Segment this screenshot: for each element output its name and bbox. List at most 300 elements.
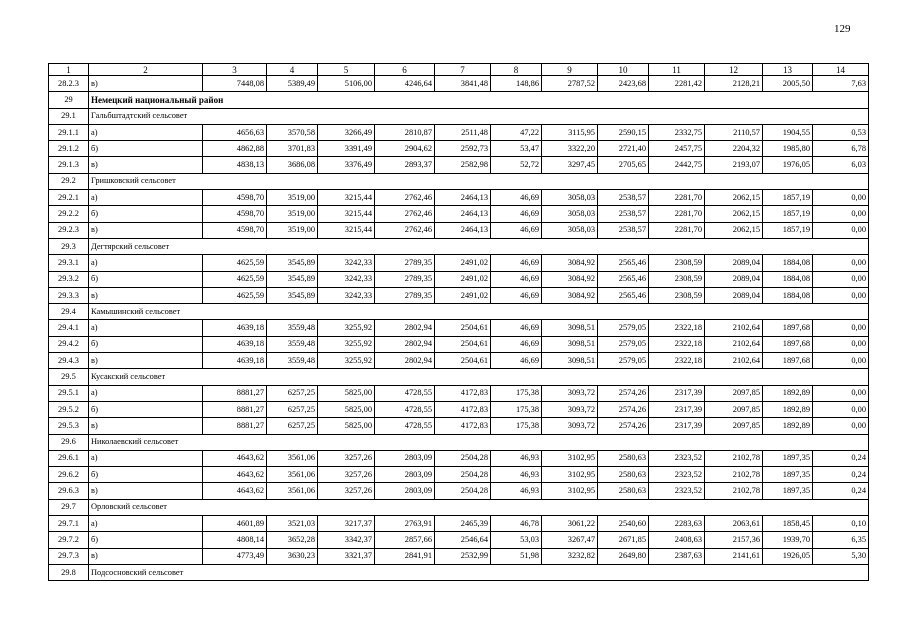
value-cell: 2762,46 <box>375 190 435 206</box>
column-header: 14 <box>813 64 869 76</box>
row-code: 29.7.2 <box>49 532 89 548</box>
value-cell: 2538,57 <box>598 206 649 222</box>
value-cell: 4172,83 <box>435 401 491 417</box>
value-cell: 2102,64 <box>705 336 763 352</box>
value-cell: 4625,59 <box>203 287 267 303</box>
value-cell: 2803,09 <box>375 467 435 483</box>
row-code: 29.6.1 <box>49 450 89 466</box>
value-cell: 2062,15 <box>705 222 763 238</box>
value-cell: 3098,51 <box>542 353 598 369</box>
value-cell: 4598,70 <box>203 206 267 222</box>
value-cell: 1897,35 <box>763 450 813 466</box>
value-cell: 53,03 <box>491 532 542 548</box>
value-cell: 2579,05 <box>598 336 649 352</box>
value-cell: 2504,61 <box>435 320 491 336</box>
council-row <box>49 238 869 254</box>
value-cell: 2540,60 <box>598 516 649 532</box>
table-row <box>49 141 869 157</box>
value-cell: 1904,55 <box>763 124 813 140</box>
value-cell: 2063,61 <box>705 516 763 532</box>
row-label: в) <box>89 483 203 499</box>
value-cell: 3242,33 <box>318 271 375 287</box>
table-row <box>49 353 869 369</box>
value-cell: 2204,32 <box>705 141 763 157</box>
value-cell: 2317,39 <box>649 401 705 417</box>
row-label: в) <box>89 222 203 238</box>
value-cell: 3686,08 <box>267 157 318 173</box>
row-label: в) <box>89 418 203 434</box>
value-cell: 3093,72 <box>542 401 598 417</box>
table-row <box>49 255 869 271</box>
value-cell: 2532,99 <box>435 548 491 564</box>
value-cell: 4639,18 <box>203 320 267 336</box>
council-title: Гальбштадтский сельсовет <box>89 108 869 124</box>
council-row <box>49 108 869 124</box>
value-cell: 2574,26 <box>598 385 649 401</box>
value-cell: 0,00 <box>813 385 869 401</box>
value-cell: 0,00 <box>813 353 869 369</box>
value-cell: 3342,37 <box>318 532 375 548</box>
value-cell: 2491,02 <box>435 271 491 287</box>
value-cell: 3257,26 <box>318 450 375 466</box>
table-row <box>49 548 869 564</box>
value-cell: 1892,89 <box>763 385 813 401</box>
row-label: б) <box>89 336 203 352</box>
value-cell: 46,69 <box>491 271 542 287</box>
row-code: 29.5.2 <box>49 401 89 417</box>
value-cell: 0,24 <box>813 467 869 483</box>
value-cell: 3215,44 <box>318 222 375 238</box>
table-row <box>49 532 869 548</box>
value-cell: 8881,27 <box>203 385 267 401</box>
value-cell: 2810,87 <box>375 124 435 140</box>
value-cell: 1884,08 <box>763 287 813 303</box>
value-cell: 4172,83 <box>435 418 491 434</box>
value-cell: 2802,94 <box>375 353 435 369</box>
row-label: а) <box>89 255 203 271</box>
row-code: 29.2.2 <box>49 206 89 222</box>
value-cell: 8881,27 <box>203 401 267 417</box>
value-cell: 6257,25 <box>267 418 318 434</box>
value-cell: 3257,26 <box>318 467 375 483</box>
value-cell: 6,78 <box>813 141 869 157</box>
value-cell: 3242,33 <box>318 255 375 271</box>
value-cell: 2491,02 <box>435 255 491 271</box>
row-label: а) <box>89 190 203 206</box>
value-cell: 2322,18 <box>649 336 705 352</box>
row-code: 29.1.3 <box>49 157 89 173</box>
value-cell: 0,00 <box>813 401 869 417</box>
value-cell: 4246,64 <box>375 76 435 92</box>
value-cell: 2281,42 <box>649 76 705 92</box>
value-cell: 2281,70 <box>649 222 705 238</box>
value-cell: 0,00 <box>813 336 869 352</box>
council-title: Орловский сельсовет <box>89 499 869 515</box>
value-cell: 1897,68 <box>763 320 813 336</box>
value-cell: 46,69 <box>491 206 542 222</box>
value-cell: 1857,19 <box>763 190 813 206</box>
value-cell: 2565,46 <box>598 255 649 271</box>
value-cell: 3102,95 <box>542 450 598 466</box>
value-cell: 175,38 <box>491 385 542 401</box>
value-cell: 3391,49 <box>318 141 375 157</box>
council-title: Кусакский сельсовет <box>89 369 869 385</box>
value-cell: 6,35 <box>813 532 869 548</box>
value-cell: 2504,61 <box>435 336 491 352</box>
value-cell: 2308,59 <box>649 255 705 271</box>
row-label: б) <box>89 467 203 483</box>
value-cell: 3115,95 <box>542 124 598 140</box>
row-code: 29.6 <box>49 434 89 450</box>
value-cell: 2590,15 <box>598 124 649 140</box>
row-label: а) <box>89 124 203 140</box>
value-cell: 0,10 <box>813 516 869 532</box>
row-code: 29.3 <box>49 238 89 254</box>
value-cell: 2283,63 <box>649 516 705 532</box>
value-cell: 4625,59 <box>203 255 267 271</box>
value-cell: 2323,52 <box>649 483 705 499</box>
table-row <box>49 287 869 303</box>
value-cell: 0,00 <box>813 287 869 303</box>
value-cell: 2089,04 <box>705 287 763 303</box>
table-row <box>49 336 869 352</box>
value-cell: 1926,05 <box>763 548 813 564</box>
column-header: 13 <box>763 64 813 76</box>
value-cell: 46,69 <box>491 287 542 303</box>
table-row <box>49 483 869 499</box>
council-row <box>49 304 869 320</box>
value-cell: 46,69 <box>491 222 542 238</box>
value-cell: 0,00 <box>813 206 869 222</box>
value-cell: 2763,91 <box>375 516 435 532</box>
value-cell: 2574,26 <box>598 401 649 417</box>
value-cell: 4862,88 <box>203 141 267 157</box>
column-header: 6 <box>375 64 435 76</box>
row-code: 29.3.2 <box>49 271 89 287</box>
value-cell: 2193,07 <box>705 157 763 173</box>
row-code: 29.7 <box>49 499 89 515</box>
value-cell: 4728,55 <box>375 418 435 434</box>
row-label: б) <box>89 401 203 417</box>
row-code: 29.2.3 <box>49 222 89 238</box>
value-cell: 2423,68 <box>598 76 649 92</box>
value-cell: 2574,26 <box>598 418 649 434</box>
value-cell: 46,69 <box>491 255 542 271</box>
value-cell: 0,00 <box>813 320 869 336</box>
value-cell: 2128,21 <box>705 76 763 92</box>
value-cell: 3376,49 <box>318 157 375 173</box>
row-label: а) <box>89 516 203 532</box>
value-cell: 2582,98 <box>435 157 491 173</box>
value-cell: 5,30 <box>813 548 869 564</box>
value-cell: 4643,62 <box>203 450 267 466</box>
value-cell: 2317,39 <box>649 385 705 401</box>
table-row <box>49 206 869 222</box>
value-cell: 3102,95 <box>542 483 598 499</box>
row-code: 29.6.2 <box>49 467 89 483</box>
value-cell: 3058,03 <box>542 190 598 206</box>
value-cell: 2323,52 <box>649 467 705 483</box>
value-cell: 2457,75 <box>649 141 705 157</box>
value-cell: 3215,44 <box>318 190 375 206</box>
value-cell: 46,69 <box>491 336 542 352</box>
value-cell: 3561,06 <box>267 467 318 483</box>
value-cell: 3521,03 <box>267 516 318 532</box>
value-cell: 3519,00 <box>267 206 318 222</box>
value-cell: 4656,63 <box>203 124 267 140</box>
row-label: в) <box>89 157 203 173</box>
value-cell: 52,72 <box>491 157 542 173</box>
value-cell: 1857,19 <box>763 222 813 238</box>
value-cell: 3255,92 <box>318 353 375 369</box>
value-cell: 3255,92 <box>318 320 375 336</box>
value-cell: 3297,45 <box>542 157 598 173</box>
value-cell: 6,03 <box>813 157 869 173</box>
value-cell: 2102,78 <box>705 450 763 466</box>
value-cell: 0,24 <box>813 483 869 499</box>
council-title: Гришковский сельсовет <box>89 173 869 189</box>
value-cell: 2102,78 <box>705 483 763 499</box>
value-cell: 2565,46 <box>598 287 649 303</box>
value-cell: 2504,61 <box>435 353 491 369</box>
value-cell: 3561,06 <box>267 483 318 499</box>
value-cell: 2592,73 <box>435 141 491 157</box>
value-cell: 2841,91 <box>375 548 435 564</box>
column-header: 12 <box>705 64 763 76</box>
row-label: б) <box>89 271 203 287</box>
value-cell: 1858,45 <box>763 516 813 532</box>
column-header: 11 <box>649 64 705 76</box>
value-cell: 3652,28 <box>267 532 318 548</box>
column-header: 2 <box>89 64 203 76</box>
value-cell: 0,53 <box>813 124 869 140</box>
value-cell: 2157,36 <box>705 532 763 548</box>
value-cell: 3630,23 <box>267 548 318 564</box>
value-cell: 2308,59 <box>649 271 705 287</box>
value-cell: 46,93 <box>491 450 542 466</box>
value-cell: 3519,00 <box>267 190 318 206</box>
value-cell: 46,69 <box>491 353 542 369</box>
row-code: 29.3.3 <box>49 287 89 303</box>
row-code: 29.2.1 <box>49 190 89 206</box>
value-cell: 2511,48 <box>435 124 491 140</box>
value-cell: 2580,63 <box>598 483 649 499</box>
value-cell: 1892,89 <box>763 418 813 434</box>
column-header: 8 <box>491 64 542 76</box>
value-cell: 46,78 <box>491 516 542 532</box>
value-cell: 46,69 <box>491 190 542 206</box>
value-cell: 3322,20 <box>542 141 598 157</box>
value-cell: 2762,46 <box>375 222 435 238</box>
value-cell: 3841,48 <box>435 76 491 92</box>
district-title: Немецкий национальный район <box>89 92 869 108</box>
value-cell: 2281,70 <box>649 206 705 222</box>
value-cell: 2789,35 <box>375 287 435 303</box>
value-cell: 175,38 <box>491 401 542 417</box>
value-cell: 1897,35 <box>763 483 813 499</box>
value-cell: 2504,28 <box>435 450 491 466</box>
table-row <box>49 320 869 336</box>
value-cell: 1939,70 <box>763 532 813 548</box>
value-cell: 3242,33 <box>318 287 375 303</box>
value-cell: 2789,35 <box>375 271 435 287</box>
table-row <box>49 467 869 483</box>
column-header: 5 <box>318 64 375 76</box>
value-cell: 3545,89 <box>267 271 318 287</box>
value-cell: 2089,04 <box>705 271 763 287</box>
table-row <box>49 401 869 417</box>
table-row <box>49 516 869 532</box>
value-cell: 2904,62 <box>375 141 435 157</box>
value-cell: 2893,37 <box>375 157 435 173</box>
value-cell: 4838,13 <box>203 157 267 173</box>
value-cell: 2464,13 <box>435 206 491 222</box>
value-cell: 4643,62 <box>203 467 267 483</box>
table-row <box>49 418 869 434</box>
tariff-table <box>48 63 869 581</box>
council-title: Камышинский сельсовет <box>89 304 869 320</box>
value-cell: 4728,55 <box>375 385 435 401</box>
value-cell: 2504,28 <box>435 467 491 483</box>
value-cell: 2803,09 <box>375 483 435 499</box>
value-cell: 2538,57 <box>598 190 649 206</box>
value-cell: 8881,27 <box>203 418 267 434</box>
row-label: в) <box>89 548 203 564</box>
value-cell: 2579,05 <box>598 320 649 336</box>
value-cell: 2332,75 <box>649 124 705 140</box>
value-cell: 3257,26 <box>318 483 375 499</box>
column-header: 7 <box>435 64 491 76</box>
value-cell: 3545,89 <box>267 287 318 303</box>
council-row <box>49 369 869 385</box>
row-code: 29.4.1 <box>49 320 89 336</box>
value-cell: 47,22 <box>491 124 542 140</box>
value-cell: 2102,64 <box>705 353 763 369</box>
value-cell: 2323,52 <box>649 450 705 466</box>
value-cell: 1897,35 <box>763 467 813 483</box>
value-cell: 4728,55 <box>375 401 435 417</box>
row-code: 29.4 <box>49 304 89 320</box>
row-label: б) <box>89 206 203 222</box>
row-code: 29.1.1 <box>49 124 89 140</box>
row-code: 29.3.1 <box>49 255 89 271</box>
column-header: 10 <box>598 64 649 76</box>
value-cell: 2464,13 <box>435 222 491 238</box>
value-cell: 4625,59 <box>203 271 267 287</box>
value-cell: 2579,05 <box>598 353 649 369</box>
value-cell: 7,63 <box>813 76 869 92</box>
value-cell: 1884,08 <box>763 255 813 271</box>
row-code: 29.8 <box>49 564 89 580</box>
value-cell: 2317,39 <box>649 418 705 434</box>
row-label: а) <box>89 320 203 336</box>
row-label: в) <box>89 76 203 92</box>
value-cell: 3266,49 <box>318 124 375 140</box>
row-code: 29.1.2 <box>49 141 89 157</box>
row-code: 29.5.1 <box>49 385 89 401</box>
value-cell: 2802,94 <box>375 320 435 336</box>
table-row <box>49 190 869 206</box>
value-cell: 3093,72 <box>542 385 598 401</box>
value-cell: 2721,40 <box>598 141 649 157</box>
value-cell: 2802,94 <box>375 336 435 352</box>
value-cell: 2705,65 <box>598 157 649 173</box>
value-cell: 2110,57 <box>705 124 763 140</box>
column-header: 9 <box>542 64 598 76</box>
value-cell: 2803,09 <box>375 450 435 466</box>
value-cell: 3559,48 <box>267 353 318 369</box>
value-cell: 6257,25 <box>267 401 318 417</box>
row-code: 29.1 <box>49 108 89 124</box>
value-cell: 3545,89 <box>267 255 318 271</box>
value-cell: 1892,89 <box>763 401 813 417</box>
value-cell: 3215,44 <box>318 206 375 222</box>
column-header: 1 <box>49 64 89 76</box>
value-cell: 2580,63 <box>598 467 649 483</box>
column-header-row <box>49 64 869 76</box>
table-row <box>49 385 869 401</box>
value-cell: 6257,25 <box>267 385 318 401</box>
district-row <box>49 92 869 108</box>
value-cell: 1897,68 <box>763 336 813 352</box>
table-row <box>49 157 869 173</box>
value-cell: 2102,78 <box>705 467 763 483</box>
row-label: а) <box>89 450 203 466</box>
value-cell: 4601,89 <box>203 516 267 532</box>
table-row <box>49 450 869 466</box>
page-number: 129 <box>834 23 851 35</box>
value-cell: 4172,83 <box>435 385 491 401</box>
value-cell: 5825,00 <box>318 418 375 434</box>
value-cell: 3098,51 <box>542 320 598 336</box>
row-label: б) <box>89 532 203 548</box>
value-cell: 3217,37 <box>318 516 375 532</box>
row-code: 29.7.1 <box>49 516 89 532</box>
row-code: 29.2 <box>49 173 89 189</box>
value-cell: 2062,15 <box>705 190 763 206</box>
value-cell: 2281,70 <box>649 190 705 206</box>
value-cell: 2089,04 <box>705 255 763 271</box>
value-cell: 2538,57 <box>598 222 649 238</box>
value-cell: 2005,50 <box>763 76 813 92</box>
value-cell: 3701,83 <box>267 141 318 157</box>
value-cell: 2649,80 <box>598 548 649 564</box>
value-cell: 2504,28 <box>435 483 491 499</box>
council-row <box>49 434 869 450</box>
value-cell: 2062,15 <box>705 206 763 222</box>
value-cell: 3519,00 <box>267 222 318 238</box>
value-cell: 2580,63 <box>598 450 649 466</box>
council-title: Подсосновский сельсовет <box>89 564 869 580</box>
value-cell: 3084,92 <box>542 271 598 287</box>
value-cell: 3061,22 <box>542 516 598 532</box>
value-cell: 3321,37 <box>318 548 375 564</box>
value-cell: 2141,61 <box>705 548 763 564</box>
value-cell: 1857,19 <box>763 206 813 222</box>
row-code: 29.6.3 <box>49 483 89 499</box>
value-cell: 0,00 <box>813 255 869 271</box>
table-row <box>49 271 869 287</box>
value-cell: 2442,75 <box>649 157 705 173</box>
value-cell: 2789,35 <box>375 255 435 271</box>
value-cell: 1976,05 <box>763 157 813 173</box>
value-cell: 3561,06 <box>267 450 318 466</box>
value-cell: 2762,46 <box>375 206 435 222</box>
value-cell: 2408,63 <box>649 532 705 548</box>
council-row <box>49 564 869 580</box>
row-label: б) <box>89 141 203 157</box>
value-cell: 3255,92 <box>318 336 375 352</box>
